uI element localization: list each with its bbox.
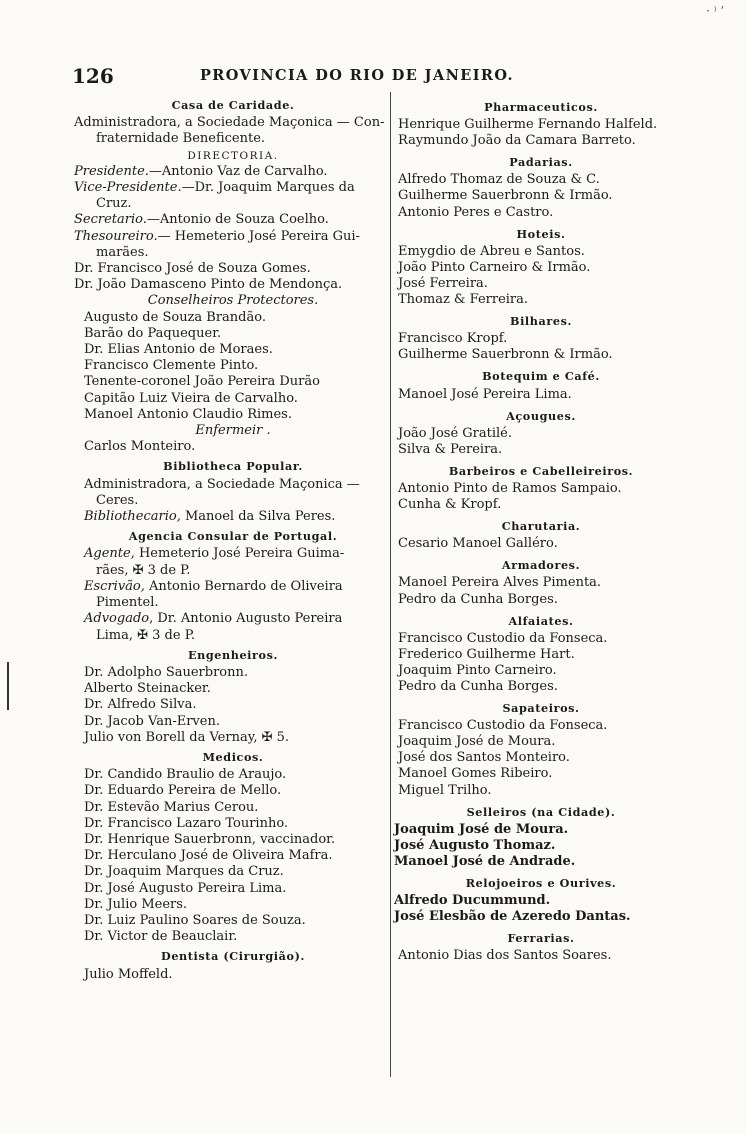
left-entry (74, 595, 392, 611)
right-entry (394, 276, 688, 292)
entry-text: Francisco Clemente Pinto. (84, 358, 259, 374)
entry-text: José Ferreira. (398, 275, 488, 291)
entry-text: —Dr. Joaquim Marques da (181, 180, 355, 196)
right-entry (394, 783, 688, 799)
entry-text: Dr. Candido Braulio de Araujo. (84, 767, 287, 783)
entry-role-label: Vice-Presidente. (74, 180, 182, 196)
entry-text: Guilherme Sauerbronn & Irmão. (398, 188, 613, 204)
entry-text: Capitão Luiz Vieira de Carvalho. (84, 390, 298, 406)
left-section-heading (74, 97, 392, 113)
entry-text: Dr. Eduardo Pereira de Mello. (84, 783, 282, 799)
entry-text: Raymundo João da Camara Barreto. (398, 133, 636, 149)
entry-text: Bilhares. (510, 314, 572, 329)
left-entry (74, 681, 392, 697)
right-section-heading (394, 368, 688, 384)
right-entry (394, 822, 688, 838)
right-entry (394, 893, 688, 909)
entry-text: Dr. Joaquim Marques da Cruz. (84, 864, 284, 880)
left-entry (74, 407, 392, 423)
right-entry (394, 838, 688, 854)
entry-text: Ceres. (96, 492, 139, 508)
left-entry (74, 783, 392, 799)
entry-text: Cesario Manoel Galléro. (398, 536, 558, 552)
entry-text: Bibliotheca Popular. (163, 459, 303, 474)
entry-text: Antonio Pinto de Ramos Sampaio. (398, 480, 622, 496)
left-entry (74, 881, 392, 897)
left-entry (74, 697, 392, 713)
left-entry (74, 310, 392, 326)
column-divider (390, 92, 391, 1077)
right-section-heading (394, 557, 688, 573)
left-entry (74, 180, 392, 196)
right-column (394, 94, 688, 965)
right-entry (394, 592, 688, 608)
left-entry (74, 611, 392, 627)
right-entry (394, 909, 688, 925)
entry-text: Julio Moffeld. (84, 966, 173, 982)
right-section-heading (394, 154, 688, 170)
left-section-heading (74, 948, 392, 964)
entry-text: João Pinto Carneiro & Irmão. (398, 259, 591, 275)
entry-text: Dr. Estevão Marius Cerou. (84, 799, 259, 815)
left-entry (74, 374, 392, 390)
entry-text: , Hemeterio José Pereira Guima- (130, 546, 345, 562)
entry-text: Carlos Monteiro. (84, 439, 196, 455)
left-entry (74, 212, 392, 228)
right-section-heading (394, 804, 688, 820)
left-entry (74, 929, 392, 945)
entry-text: — Hemeterio José Pereira Gui- (157, 228, 360, 244)
right-entry (394, 292, 688, 308)
entry-text: Administradora, a Sociedade Maçonica — Con- (74, 115, 385, 131)
right-entry (394, 188, 688, 204)
entry-text: Francisco Kropf. (398, 331, 508, 347)
left-entry (74, 196, 392, 212)
entry-text: Dr. José Augusto Pereira Lima. (84, 880, 287, 896)
right-section-heading (394, 875, 688, 891)
entry-text: Augusto de Souza Brandão. (84, 309, 266, 325)
entry-text: Joaquim Pinto Carneiro. (398, 662, 557, 678)
entry-text: Francisco Custodio da Fonseca. (398, 718, 608, 734)
left-entry (74, 897, 392, 913)
left-entry (74, 358, 392, 374)
right-section-heading (394, 613, 688, 629)
margin-mark (7, 662, 9, 710)
left-section-heading (74, 528, 392, 544)
entry-text: Silva & Pereira. (398, 441, 503, 457)
entry-text: rães, ✠ 3 de P. (96, 562, 191, 578)
entry-text: Dr. Julio Meers. (84, 896, 188, 912)
right-section-heading (394, 463, 688, 479)
entry-text: Cruz. (96, 196, 132, 212)
right-section-heading (394, 226, 688, 242)
left-entry (74, 730, 392, 746)
left-entry (74, 326, 392, 342)
left-entry (74, 245, 392, 261)
right-entry (394, 854, 688, 870)
left-entry (74, 229, 392, 245)
right-entry (394, 750, 688, 766)
entry-role-label: Secretario. (74, 212, 147, 228)
left-entry (74, 816, 392, 832)
left-entry (74, 546, 392, 562)
entry-text: Dr. Herculano José de Oliveira Mafra. (84, 848, 333, 864)
entry-text: Tenente-coronel João Pereira Durão (84, 374, 320, 390)
entry-text: Guilherme Sauerbronn & Irmão. (398, 347, 613, 363)
entry-text: Dr. Adolpho Sauerbronn. (84, 664, 248, 680)
left-entry (74, 342, 392, 358)
entry-text: —Antonio de Souza Coelho. (146, 212, 329, 228)
left-entry (74, 439, 392, 455)
right-entry (394, 679, 688, 695)
left-entry (74, 509, 392, 525)
entry-text: Enfermeir . (195, 423, 271, 439)
left-entry (74, 832, 392, 848)
left-entry (74, 477, 392, 493)
entry-text: Sapateiros. (502, 701, 580, 716)
entry-text: Barão do Paquequer. (84, 325, 222, 341)
entry-text: Joaquim José de Moura. (394, 821, 569, 837)
entry-text: Agencia Consular de Portugal. (128, 529, 338, 544)
entry-text: —Antonio Vaz de Carvalho. (148, 163, 328, 179)
entry-text: Henrique Guilherme Fernando Halfeld. (398, 117, 658, 133)
entry-text: Frederico Guilherme Hart. (398, 646, 575, 662)
left-entry (74, 848, 392, 864)
entry-text: Dr. Elias Antonio de Moraes. (84, 342, 273, 358)
entry-text: Manoel José de Andrade. (394, 853, 576, 869)
entry-text: Relojoeiros e Ourives. (465, 876, 617, 891)
entry-text: Dr. Alfredo Silva. (84, 697, 197, 713)
entry-text: Charutaria. (501, 519, 581, 534)
entry-text: marães. (96, 244, 149, 260)
entry-text: Casa de Caridade. (171, 98, 295, 112)
right-entry (394, 536, 688, 552)
entry-text: José Elesbão de Azeredo Dantas. (394, 909, 631, 925)
entry-role-label: Escrivão, (84, 578, 145, 594)
entry-text: Lima, ✠ 3 de P. (96, 627, 195, 643)
right-section-heading (394, 408, 688, 424)
entry-text: Alfredo Thomaz de Souza & C. (398, 172, 600, 188)
print-specks: · ⁾ ’ (706, 4, 725, 18)
right-entry (394, 631, 688, 647)
right-entry (394, 426, 688, 442)
entry-text: Selleiros (na Cidade). (466, 804, 616, 819)
left-entry (74, 164, 392, 180)
left-section-heading (74, 458, 392, 474)
right-entry (394, 948, 688, 964)
page-header (72, 64, 592, 86)
entry-text: Antonio Bernardo de Oliveira (144, 578, 343, 594)
right-entry (394, 442, 688, 458)
left-entry (74, 628, 392, 644)
entry-text: Manoel Gomes Ribeiro. (398, 766, 553, 782)
entry-role-label: Agente (84, 546, 131, 562)
entry-text: Engenheiros. (188, 647, 278, 662)
right-entry (394, 117, 688, 133)
right-entry (394, 575, 688, 591)
entry-text: Cunha & Kropf. (398, 497, 502, 513)
entry-text: Dr. Jacob Van-Erven. (84, 713, 220, 729)
entry-text: Dr. Victor de Beauclair. (84, 929, 238, 945)
entry-text: Dr. Henrique Sauerbronn, vaccinador. (84, 831, 336, 847)
left-entry (74, 967, 392, 983)
entry-text: Emygdio de Abreu e Santos. (398, 243, 585, 259)
entry-text: Açougues. (506, 408, 576, 423)
right-section-heading (394, 700, 688, 716)
right-entry (394, 663, 688, 679)
right-entry (394, 347, 688, 363)
entry-text: Manoel Pereira Alves Pimenta. (398, 575, 602, 591)
entry-text: Alberto Steinacker. (84, 681, 211, 697)
right-entry (394, 734, 688, 750)
left-italic-heading (74, 423, 392, 439)
entry-text: Manoel Antonio Claudio Rimes. (84, 406, 292, 422)
entry-role-label: Presidente. (74, 163, 149, 179)
right-entry (394, 205, 688, 221)
left-entry (74, 493, 392, 509)
entry-text: Dentista (Cirurgião). (161, 949, 305, 964)
entry-text: Dr. Luiz Paulino Soares de Souza. (84, 912, 306, 928)
running-title: PROVINCIA DO RIO DE JANEIRO. (200, 67, 514, 84)
entry-text: Julio von Borell da Vernay, ✠ 5. (84, 729, 290, 745)
entry-text: Botequim e Café. (482, 369, 600, 384)
entry-text: Manoel da Silva Peres. (180, 509, 336, 525)
right-entry (394, 260, 688, 276)
right-entry (394, 133, 688, 149)
entry-text: Hoteis. (516, 226, 566, 241)
entry-text: Dr. João Damasceno Pinto de Mendonça. (74, 277, 343, 293)
entry-text: , Dr. Antonio Augusto Pereira (149, 611, 343, 627)
left-subheading (74, 148, 392, 164)
entry-text: José dos Santos Monteiro. (398, 750, 570, 766)
entry-text: Dr. Francisco José de Souza Gomes. (74, 261, 311, 277)
right-entry (394, 387, 688, 403)
right-section-heading (394, 518, 688, 534)
left-entry (74, 391, 392, 407)
left-entry (74, 767, 392, 783)
entry-text: Armadores. (501, 558, 581, 573)
entry-text: fraternidade Beneficente. (96, 131, 266, 147)
right-entry (394, 172, 688, 188)
left-entry (74, 131, 392, 147)
entry-role-label: Thesoureiro. (74, 228, 158, 244)
left-section-heading (74, 647, 392, 663)
left-column (74, 94, 392, 983)
entry-text: João José Gratilé. (398, 425, 512, 441)
entry-text: Padarias. (509, 155, 573, 170)
entry-text: José Augusto Thomaz. (394, 837, 556, 853)
entry-text: Joaquim José de Moura. (398, 734, 556, 750)
entry-text: Dr. Francisco Lazaro Tourinho. (84, 815, 289, 831)
right-section-heading (394, 99, 688, 115)
left-entry (74, 665, 392, 681)
entry-text: Medicos. (202, 749, 264, 764)
entry-text: Conselheiros Protectores. (147, 293, 319, 309)
left-entry (74, 913, 392, 929)
right-entry (394, 244, 688, 260)
right-section-heading (394, 930, 688, 946)
right-entry (394, 481, 688, 497)
right-entry (394, 647, 688, 663)
right-entry (394, 331, 688, 347)
entry-text: Pharmaceuticos. (484, 100, 598, 114)
entry-text: DIRECTORIA. (187, 149, 279, 162)
left-entry (74, 115, 392, 131)
entry-role-label: Bibliothecario, (84, 509, 181, 525)
entry-role-label: Advogado (84, 611, 150, 627)
right-section-heading (394, 313, 688, 329)
entry-text: Thomaz & Ferreira. (398, 292, 529, 308)
left-entry (74, 714, 392, 730)
left-entry (74, 579, 392, 595)
entry-text: Manoel José Pereira Lima. (398, 386, 572, 402)
entry-text: Alfaiates. (508, 613, 574, 628)
right-entry (394, 766, 688, 782)
left-entry (74, 277, 392, 293)
entry-text: Barbeiros e Cabelleireiros. (448, 463, 634, 478)
entry-text: Antonio Dias dos Santos Soares. (398, 948, 612, 964)
entry-text: Miguel Trilho. (398, 782, 492, 798)
entry-text: Antonio Peres e Castro. (398, 204, 554, 220)
page-number: 126 (72, 64, 114, 88)
entry-text: Pimentel. (96, 595, 159, 611)
left-entry (74, 800, 392, 816)
left-section-heading (74, 749, 392, 765)
entry-text: Alfredo Ducummund. (394, 893, 551, 909)
right-entry (394, 497, 688, 513)
entry-text: Pedro da Cunha Borges. (398, 591, 558, 607)
left-entry (74, 864, 392, 880)
left-italic-heading (74, 293, 392, 309)
entry-text: Administradora, a Sociedade Maçonica — (84, 476, 360, 492)
left-entry (74, 261, 392, 277)
entry-text: Francisco Custodio da Fonseca. (398, 630, 608, 646)
left-entry (74, 563, 392, 579)
right-entry (394, 718, 688, 734)
entry-text: Pedro da Cunha Borges. (398, 679, 558, 694)
entry-text: Ferrarias. (507, 931, 575, 946)
